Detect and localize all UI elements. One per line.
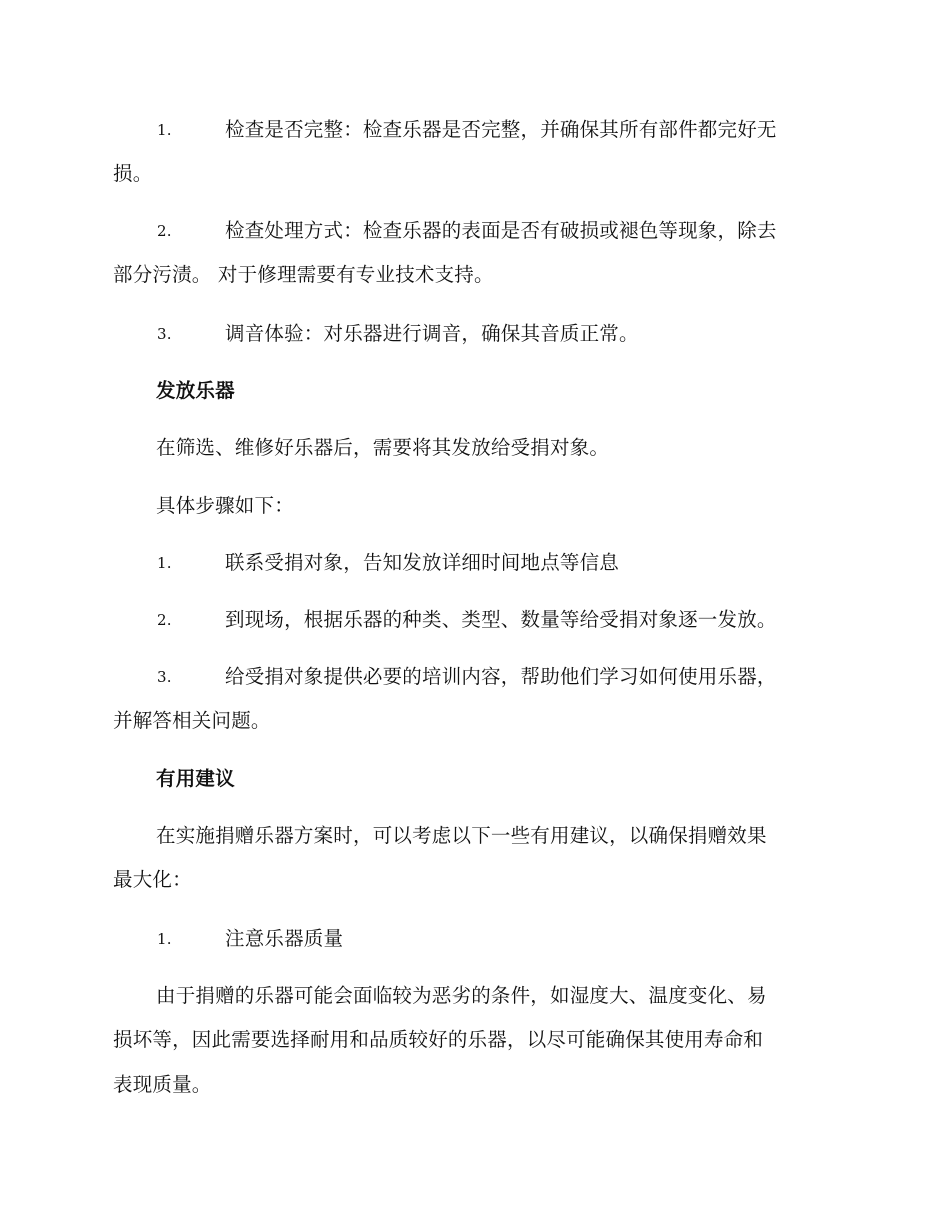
list-item-text: 注意乐器质量 [225,927,344,950]
paragraph-line: 在实施捐赠乐器方案时，可以考虑以下一些有用建议，以确保捐赠效果 [156,824,767,847]
list-item-continuation: 损。 [113,162,153,185]
section-heading: 发放乐器 [156,379,235,402]
list-item-continuation: 并解答相关问题。 [113,709,271,732]
paragraph-line: 表现质量。 [113,1073,212,1096]
list-number: 1. [157,121,172,139]
list-number: 1. [157,554,172,572]
section-heading: 有用建议 [156,767,235,790]
list-item-text: 调音体验：对乐器进行调音，确保其音质正常。 [225,322,639,345]
paragraph-line: 最大化： [113,868,192,891]
list-number: 1. [157,930,172,948]
list-item-text: 检查是否完整：检查乐器是否完整，并确保其所有部件都完好无 [225,118,777,141]
paragraph-line: 由于捐赠的乐器可能会面临较为恶劣的条件，如湿度大、温度变化、易 [156,984,767,1007]
paragraph-line: 损坏等，因此需要选择耐用和品质较好的乐器，以尽可能确保其使用寿命和 [113,1028,764,1051]
list-item-text: 给受捐对象提供必要的培训内容，帮助他们学习如何使用乐器， [225,665,777,688]
list-item-text: 检查处理方式：检查乐器的表面是否有破损或褪色等现象，除去 [225,219,777,242]
list-number: 3. [157,325,172,343]
list-number: 2. [157,222,172,240]
list-number: 3. [157,668,172,686]
paragraph: 在筛选、维修好乐器后，需要将其发放给受捐对象。 [156,436,610,459]
list-number: 2. [157,611,172,629]
paragraph: 具体步骤如下： [156,494,294,517]
list-item-text: 到现场，根据乐器的种类、类型、数量等给受捐对象逐一发放。 [225,608,777,631]
list-item-text: 联系受捐对象，告知发放详细时间地点等信息 [225,551,620,574]
list-item-continuation: 部分污渍。 对于修理需要有专业技术支持。 [113,263,494,286]
